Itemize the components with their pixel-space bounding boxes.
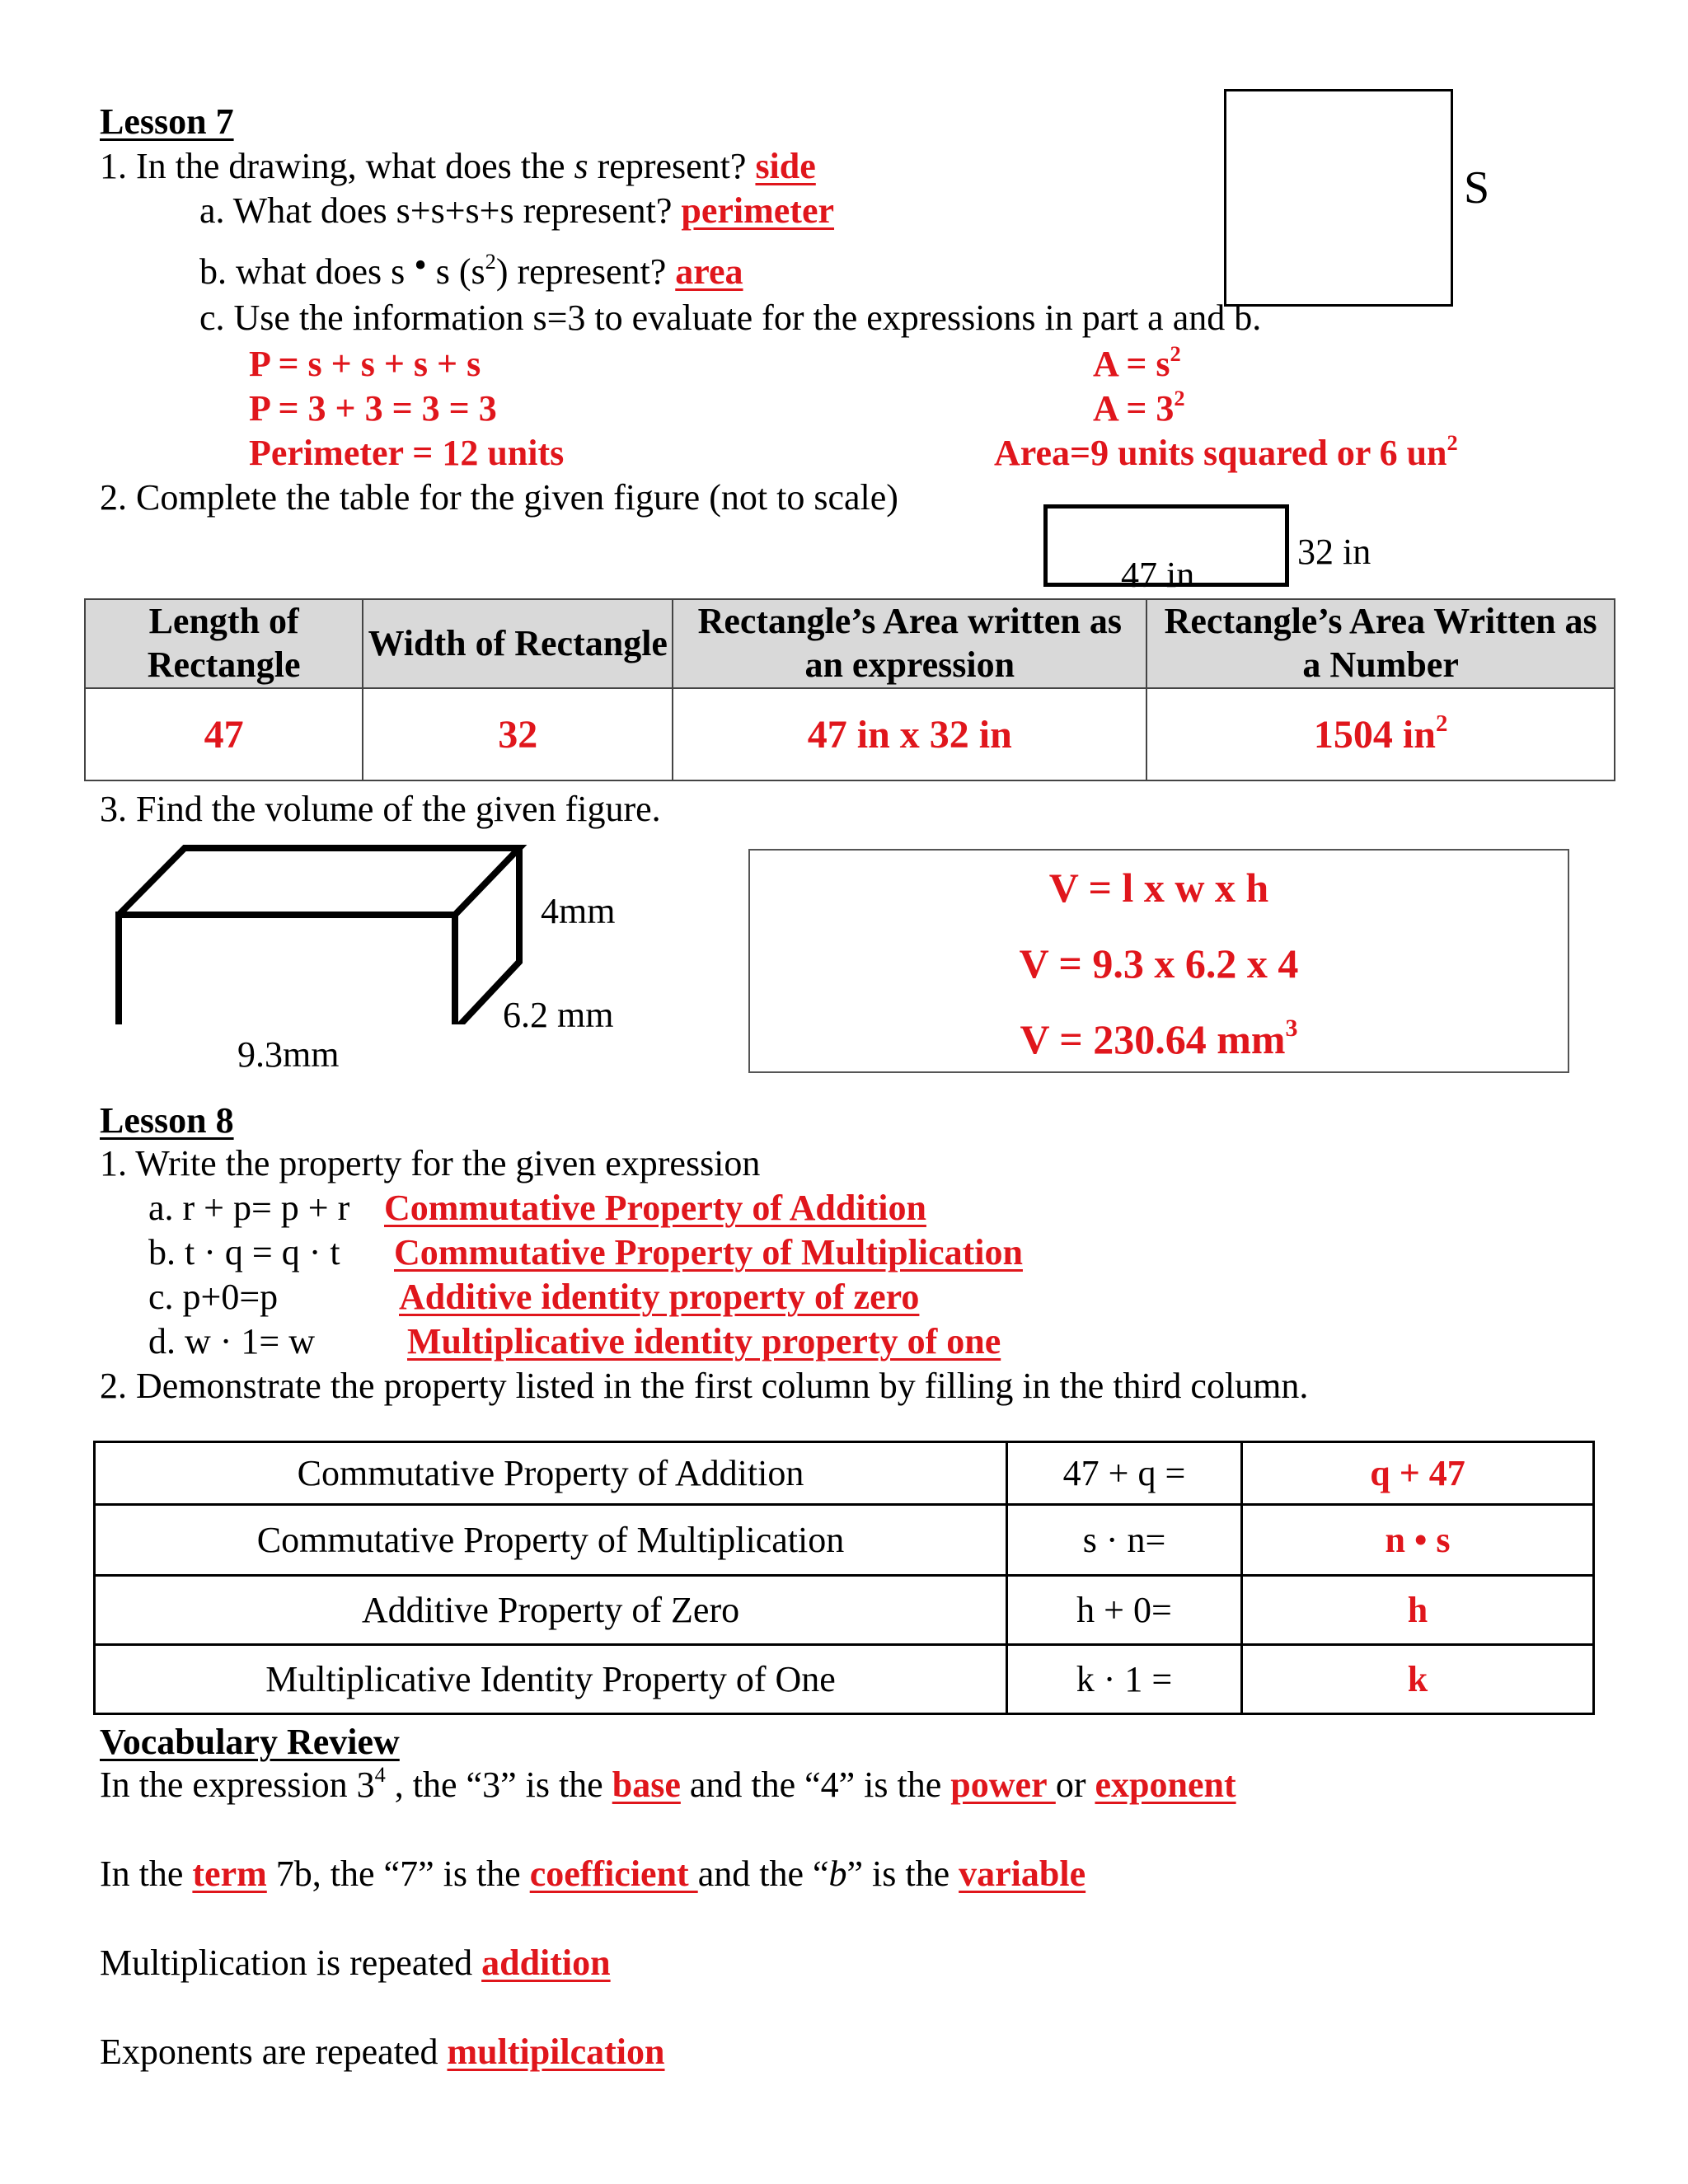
l7-q1a	[199, 190, 835, 231]
volume-result	[748, 1015, 1569, 1062]
rect-length-label: 47 in	[1121, 555, 1195, 595]
vocab-answer-power: power	[950, 1765, 1056, 1805]
property-name-cell: Multiplicative Identity Property of One	[95, 1645, 1007, 1714]
vocab-title: Vocabulary Review	[100, 1722, 400, 1762]
vocab-sentence-1	[100, 1761, 1236, 1805]
vocab-answer-exponent: exponent	[1095, 1765, 1236, 1805]
property-expr-cell: k · 1 =	[1007, 1645, 1242, 1714]
l7-q1b-end: ) represent?	[495, 251, 667, 292]
vocab-answer-term: term	[192, 1854, 267, 1894]
vocab-s1-sup: 4	[374, 1761, 386, 1787]
l8-item-label: d. w · 1= w	[148, 1321, 316, 1361]
l7-a3	[994, 429, 1458, 473]
l8-item-answer: Commutative Property of Multiplication	[394, 1232, 1023, 1272]
l8-q2-text: 2. Demonstrate the property listed in the first column by filling in the third column.	[100, 1366, 1309, 1406]
l7-a3-sup: 2	[1447, 429, 1458, 455]
l7-a1-sup: 2	[1170, 340, 1181, 366]
property-answer-cell: k	[1242, 1645, 1594, 1714]
l8-item-label: b. t · q = q · t	[148, 1232, 340, 1272]
vocab-s3-a: Multiplication is repeated	[100, 1943, 482, 1983]
prism-front-face	[119, 915, 455, 1024]
l7-q1b-dot: •	[414, 245, 427, 285]
volume-substitution: V = 9.3 x 6.2 x 4	[1019, 940, 1299, 987]
l7-q1-answer: side	[755, 146, 816, 186]
area-number-sup: 2	[1435, 710, 1448, 737]
vocab-s2-d: ” is the	[846, 1854, 959, 1894]
l7-q1b-mid: s (s	[426, 251, 485, 292]
area-table-header: Rectangle’s Area Written as a Number	[1146, 599, 1615, 688]
l8-item-answer: Multiplicative identity property of one	[407, 1321, 1001, 1361]
l7-p3: Perimeter = 12 units	[249, 433, 565, 473]
area-table-header: Width of Rectangle	[363, 599, 673, 688]
l7-a1	[1093, 340, 1181, 384]
vocab-answer-addition: addition	[481, 1943, 611, 1983]
vocab-sentence-3	[100, 1945, 611, 1981]
l7-q1b	[199, 245, 743, 292]
prism-length-label: 9.3mm	[237, 1034, 340, 1075]
l8-item-label: c. p+0=p	[148, 1277, 279, 1317]
vocab-answer-base: base	[612, 1765, 681, 1805]
vocab-answer-variable: variable	[959, 1854, 1086, 1894]
l7-q1b-prefix: b. what does s	[199, 251, 415, 292]
l7-q1b-sup: 2	[485, 248, 496, 274]
vocab-s1-d: or	[1055, 1765, 1095, 1805]
l7-a2-base: A = 3	[1093, 388, 1175, 429]
vocab-s2-a: In the	[100, 1854, 193, 1894]
property-answer-cell: h	[1242, 1576, 1594, 1645]
square-figure	[1224, 89, 1453, 307]
vocab-s2-var: b	[828, 1854, 847, 1894]
lesson-7-title: Lesson 7	[100, 101, 234, 142]
l7-q1a-label: a. What does s+s+s+s represent?	[199, 190, 673, 231]
area-table-header: Rectangle’s Area written as an expression	[673, 599, 1146, 688]
l7-a2-sup: 2	[1174, 385, 1185, 410]
area-table	[84, 598, 1615, 781]
vocab-s2-b: 7b, the “7” is the	[266, 1854, 530, 1894]
l8-item-answer: Commutative Property of Addition	[384, 1188, 926, 1228]
volume-result-sup: 3	[1285, 1015, 1298, 1043]
prism-height-label: 4mm	[541, 891, 616, 931]
l7-a3-base: Area=9 units squared or 6 un	[994, 433, 1447, 473]
vocab-answer-multiplication: multipilcation	[447, 2032, 665, 2072]
prism-depth-label: 6.2 mm	[503, 995, 614, 1035]
l7-q2-text: 2. Complete the table for the given figure (not to scale)	[100, 477, 898, 518]
l7-q1c-label: c. Use the information s=3 to evaluate for the expressions in part a and b.	[199, 298, 1262, 338]
volume-formula: V = l x w x h	[1048, 865, 1269, 911]
property-expr-cell: 47 + q =	[1007, 1442, 1242, 1505]
property-answer-cell: q + 47	[1242, 1442, 1594, 1505]
property-answer-cell: n • s	[1242, 1505, 1594, 1576]
l7-q1-var: s	[574, 146, 588, 186]
l8-item-label: a. r + p= p + r	[148, 1188, 350, 1228]
square-side-label: S	[1464, 162, 1490, 213]
area-number: 1504 in	[1313, 712, 1436, 757]
property-expr-cell: h + 0=	[1007, 1576, 1242, 1645]
area-table-header: Length of Rectangle	[85, 599, 363, 688]
vocab-answer-coefficient: coefficient	[529, 1854, 698, 1894]
l8-item-answer: Additive identity property of zero	[399, 1277, 920, 1317]
l7-a2	[1093, 385, 1185, 429]
prism-top-face	[119, 848, 519, 915]
property-name-cell: Commutative Property of Addition	[95, 1442, 1007, 1505]
area-table-cell	[1146, 688, 1615, 780]
l7-q1b-answer: area	[675, 251, 743, 292]
l7-q1a-answer: perimeter	[681, 190, 835, 231]
vocab-s1-c: and the “4” is the	[680, 1765, 951, 1805]
vocab-s1-a: In the expression 3	[100, 1765, 375, 1805]
l7-q1-suffix: represent?	[588, 146, 747, 186]
rect-width-label: 32 in	[1297, 532, 1372, 572]
l8-q1-text: 1. Write the property for the given expression	[100, 1143, 761, 1183]
area-table-cell: 32	[363, 688, 673, 780]
l7-q3-text: 3. Find the volume of the given figure.	[100, 789, 661, 829]
prism-figure	[107, 837, 536, 1024]
vocab-s2-c: and the “	[697, 1854, 829, 1894]
volume-result-base: V = 230.64 mm	[1020, 1016, 1286, 1062]
property-name-cell: Commutative Property of Multiplication	[95, 1505, 1007, 1576]
property-expr-cell: s · n=	[1007, 1505, 1242, 1576]
l7-a1-base: A = s	[1093, 344, 1170, 384]
vocab-s4-a: Exponents are repeated	[100, 2032, 448, 2072]
vocab-sentence-4	[100, 2034, 665, 2070]
lesson-8-title: Lesson 8	[100, 1100, 234, 1141]
property-table	[93, 1441, 1595, 1715]
area-table-cell: 47	[85, 688, 363, 780]
l7-p1: P = s + s + s + s	[249, 344, 481, 384]
l7-q1-prefix: 1. In the drawing, what does the	[100, 146, 574, 186]
l7-q1	[100, 148, 816, 185]
l7-p2: P = 3 + 3 = 3 = 3	[249, 388, 497, 429]
property-name-cell: Additive Property of Zero	[95, 1576, 1007, 1645]
vocab-s1-b: , the “3” is the	[385, 1765, 612, 1805]
area-table-cell: 47 in x 32 in	[673, 688, 1146, 780]
vocab-sentence-2	[100, 1856, 1085, 1892]
